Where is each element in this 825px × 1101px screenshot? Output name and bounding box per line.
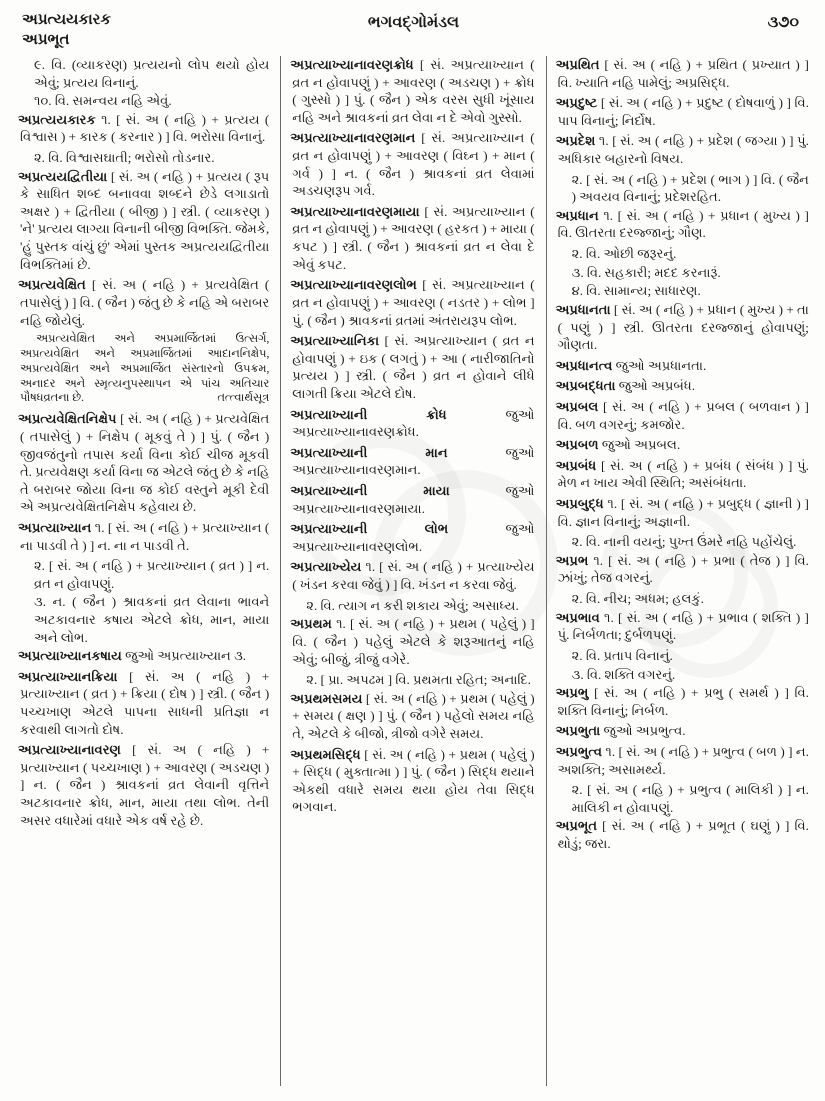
dictionary-entry xyxy=(292,746,534,816)
header-last-entry: અપ્રભૂત xyxy=(22,32,70,49)
citation-text: અપ્રત્યવેક્ષિત અને અપ્રમાર્જિતમાં ઉત્સર્ગ, અપ્રત્યવેક્ષિત અને અપ્રમાર્જિતમાં આદાનનિક્ષેપ, અપ્રત્યવેક્ષિત અને અપ્રમાર્જિત સંસ્તારનો ઉપક્રમ, અનાદર અને સ્મૃત્યનુપસ્થાપન એ પાંચ અતિચાર પૌષધવ્રતના છે. xyxy=(20,333,270,405)
dictionary-entry xyxy=(292,406,534,441)
dictionary-entry xyxy=(555,552,809,587)
entry-definition: [ સં. અ ( નહિ ) + પ્રત્યવેક્ષિત ( તપાસેલું ) ] વિ. ( જૈન ) જંતુ છે કે નહિ એ બરાબર નહિ જોયેલું. xyxy=(20,277,270,328)
entry-headword: અપ્રભુત્વ xyxy=(555,743,603,759)
entry-headword: અપ્રત્યાખ્યાનાવરણક્રોધ xyxy=(290,57,414,72)
entry-definition: જુઓ અપ્રબંધ. xyxy=(615,378,696,394)
entry-headword: અપ્રત્યાખ્યાનાવરણમાયા xyxy=(290,203,420,219)
entry-headword: અપ્રધાનત્વ xyxy=(555,357,613,373)
entry-definition: જુઓ અપ્રત્યાખ્યાનાવરણમાન. xyxy=(292,444,535,478)
entry-definition: જુઓ અપ્રત્યાખ્યાનાવરણક્રોધ. xyxy=(292,406,535,440)
entry-definition: [ સં. અ ( નહિ ) + પ્રભૂત ( ઘણું ) ] વિ. થોડું; જરા. xyxy=(557,818,809,851)
dictionary-entry xyxy=(20,276,269,329)
entry-definition: [ સં. અપ્રત્યાખ્યાન ( વ્રત ન હોવાપણું ) + આવરણ ( હરકત ) + માયા ( કપટ ) ] સ્ત્રી. ( જૈન ) શ્રાવકનાં વ્રત ન લેવા દે એવું કપટ. xyxy=(292,203,535,272)
entry-headword: અપ્રભ xyxy=(555,552,589,568)
dictionary-entry xyxy=(555,743,809,778)
dictionary-entry xyxy=(555,301,809,354)
dictionary-entry xyxy=(292,56,534,126)
entry-headword: અપ્રત્યાખ્યાની માયા xyxy=(290,483,450,499)
citation-block xyxy=(20,332,269,406)
entry-definition: [ સં. અ ( નહિ ) + પ્રત્યય ( રૂપ કે સાધિત શબ્દ બનાવવા શબ્દને છેડે લગાડાતો અક્ષર ) + દ્વિતીયા ( બીજી ) ] સ્ત્રી. ( વ્યાકરણ ) 'ને' પ્રત્યય લાગ્યા વિનાની બીજી વિભક્તિ. જેમકે, 'હું પુસ્તક વાંચું છું' એમાં પુસ્તક અપ્રત્યયદ્વિતીયા વિભક્તિમાં છે. xyxy=(20,168,270,272)
entry-headword: અપ્રત્યાખ્યાનાવરણ xyxy=(18,742,121,758)
entry-headword: અપ્રદુષ્ટ xyxy=(555,95,598,111)
entry-sense: ૨. [ સં. અ ( નહિ ) + પ્રત્યાખ્યાન ( વ્રત ) ] ન. વ્રત ન હોવાપણું. xyxy=(34,558,270,591)
entry-headword: અપ્રત્યાખ્યાની ક્રોધ xyxy=(290,406,447,422)
dictionary-entry xyxy=(292,615,534,668)
dictionary-entry xyxy=(20,410,269,516)
entry-sense: ૨. [ સં. અ ( નહિ ) + પ્રદેશ ( ભાગ ) ] વિ. ( જૈન ) અવયવ વિનાનું; પ્રદેશરહિત. xyxy=(571,171,809,205)
entry-sense: ૨. [ પ્રા. અપઢમ ] વિ. પ્રથમતા રહિત; અનાદિ. xyxy=(306,672,531,688)
entry-definition: [ સં. અપ્રત્યાખ્યાન ( વ્રત ન હોવાપણું ) + ઇક ( લગતું ) + આ ( નારીજાતિનો પ્રત્યય ) ] સ્ત્રી. ( જૈન ) વ્રત ન હોવાને લીધે લાગતી ક્રિયા એટલે દોષ. xyxy=(292,333,535,401)
dictionary-entry xyxy=(555,357,809,375)
entry-definition: [ સં. અપ્રત્યાખ્યાન ( વ્રત ન હોવાપણું ) + આવરણ ( અડચણ ) + ક્રોધ ( ગુસ્સો ) ] પું. ( જૈન ) એક વરસ સુધી ખૂંસાય નહિ અને શ્રાવકનાં વ્રત લેવા ન દે એવો ગુસ્સો. xyxy=(292,57,535,125)
dictionary-entry xyxy=(20,647,269,665)
entry-headword: અપ્રત્યવેક્ષિત xyxy=(18,277,86,293)
entry-headword: અપ્રત્યયકારક xyxy=(18,111,96,127)
entry-sense: ૨. વિ. ત્યાગ ન કરી શકાય એવું; અસાધ્ય. xyxy=(306,597,519,613)
entry-headword: અપ્રધાનતા xyxy=(555,301,611,317)
entry-sense: ૨. [ સં. અ ( નહિ ) + પ્રભુત્વ ( માલિકી ) ] ન. માલિકી ન હોવાપણું. xyxy=(571,782,809,815)
entry-headword: અપ્રત્યયદ્વિતીયા xyxy=(18,168,108,184)
entry-headword: અપ્રબલ xyxy=(555,398,599,414)
entry-definition: [ સં. અ ( નહિ ) + પ્રધાન ( મુખ્ય ) + તા ( પણું ) ] સ્ત્રી. ઊતરતા દરજ્જાનું હોવાપણું; ગૌણતા. xyxy=(557,301,809,353)
dictionary-entry xyxy=(292,203,534,273)
entry-headword: અપ્રબંધ xyxy=(555,457,597,473)
entry-definition: [ સં. અપ્રત્યાખ્યાન ( વ્રત ન હોવાપણું ) + આવરણ ( વિઘ્ન ) + માન ( ગર્વ ) ] ન. ( જૈન ) શ્રાવકનાં વ્રત લેવામાં અડચણરૂપ ગર્વ. xyxy=(292,130,535,199)
dictionary-entry xyxy=(20,168,269,274)
entry-sense: ૪. વિ. સામાન્ય; સાધારણ. xyxy=(571,283,701,299)
entry-definition: [ સં. અ ( નહિ ) + પ્રથમ ( પહેલું ) + સમય ( ક્ષણ ) ] પું. ( જૈન ) પહેલો સમય નહિ તે, એટલે કે બીજો, ત્રીજો વગેરે સમય. xyxy=(292,690,535,741)
dictionary-entry xyxy=(292,332,534,402)
dictionary-entry xyxy=(555,207,809,242)
entry-definition: ૧. [ સં. અ ( નહિ ) + પ્રત્યાખ્યેય ( ખંડન કરવા જેવું ) ] વિ. ખંડન ન કરવા જેવું. xyxy=(292,559,535,593)
entry-headword: અપ્રબદ્ધતા xyxy=(555,378,616,394)
header-first-entry: અપ્રત્યયકારક xyxy=(22,12,112,28)
entry-headword: અપ્રબળ xyxy=(555,437,599,453)
dictionary-entry xyxy=(20,519,269,554)
dictionary-title: ભગવદ્ગોમંડલ xyxy=(367,14,460,31)
column-container xyxy=(14,56,813,1086)
entry-headword: અપ્રત્યાખ્યેય xyxy=(290,559,362,575)
page-number: ૩૭૦ xyxy=(767,14,799,31)
dictionary-entry xyxy=(555,56,809,91)
dictionary-entry xyxy=(292,482,534,517)
dictionary-entry xyxy=(292,276,534,329)
entry-headword: અપ્રભુતા xyxy=(555,723,601,739)
dictionary-entry xyxy=(555,722,809,740)
entry-definition: ૧. [ સં. અ ( નહિ ) + પ્રભુત્વ ( બળ ) ] ન. અશક્તિ; અસામર્થ્ય. xyxy=(557,743,809,777)
entry-definition: ૧. [ સં. અ ( નહિ ) + પ્રથમ ( પહેલું ) ] વિ. ( જૈન ) પહેલું એટલે કે શરૂઆતનું નહિ એવું; બીજું, ત્રીજું વગેરે. xyxy=(292,616,535,667)
entry-headword: અપ્રધાન xyxy=(555,207,599,223)
entry-headword: અપ્રબુદ્ધ xyxy=(555,496,604,512)
entry-definition: ૧. [ સં. અ ( નહિ ) + પ્રભા ( તેજ ) ] વિ. ઝાંખું; તેજ વગરનું. xyxy=(557,552,809,586)
entry-headword: અપ્રત્યવેક્ષિતનિક્ષેપ xyxy=(18,411,117,427)
entry-sense: ૨. વિ. નાની વયનું; પુખ્ત ઉંમરે નહિ પહોંચેલું. xyxy=(571,534,797,550)
entry-sense: ૨. વિ. પ્રતાપ વિનાનું. xyxy=(571,647,673,663)
entry-sense: ૩. વિ. સહકારી; મદદ કરનારૂં. xyxy=(571,264,721,280)
entry-definition: જુઓ અપ્રત્યાખ્યાન ૩. xyxy=(121,648,247,664)
entry-definition: [ સં. અ ( નહિ ) + પ્રદુષ્ટ ( દોષવાળું ) ] વિ. પાપ વિનાનું; નિર્દોષ. xyxy=(557,95,809,128)
entry-headword: અપ્રત્યાખ્યાનક્રિયા xyxy=(18,668,118,684)
entry-headword: અપ્રથમ xyxy=(290,616,332,632)
entry-headword: અપ્રત્યાખ્યાનાવરણમાન xyxy=(290,130,416,146)
entry-definition: [ સં. અ ( નહિ ) + પ્રથમ ( પહેલું ) + સિદ્ધ ( મુક્તાત્મા ) ] પું. ( જૈન ) સિદ્ધ થયાને એકથી વધારે સમય થયા હોય તેવા સિદ્ધ ભગવાન. xyxy=(292,746,535,815)
entry-sense: ૨. વિ. ઓછી જરૂરનું. xyxy=(571,246,677,262)
entry-sense: ૨. વિ. નીચ; અધમ; હલકું. xyxy=(571,591,704,607)
dictionary-entry xyxy=(555,94,809,129)
dictionary-entry xyxy=(292,444,534,479)
entry-definition: જુઓ અપ્રભુત્વ. xyxy=(600,723,686,739)
dictionary-entry xyxy=(555,684,809,719)
entry-headword: અપ્રત્યાખ્યાની લોભ xyxy=(290,521,449,537)
entry-definition: ૧. [ સં. અ ( નહિ ) + પ્રભાવ ( શક્તિ ) ] પું. નિર્બળતા; દુર્બળપણું. xyxy=(557,609,809,643)
entry-definition: [ સં. અ ( નહિ ) + પ્રત્યાખ્યાન ( વ્રત ) + ક્રિયા ( દોષ ) ] સ્ત્રી. ( જૈન ) પચ્ચખાણ એટલે પાપના સાધની પ્રતિજ્ઞા ન કરવાથી લાગતો દોષ. xyxy=(20,668,270,737)
dictionary-entry xyxy=(292,129,534,199)
entry-sense: ૧૦. વિ. સમન્વય નહિ એવું. xyxy=(34,93,172,109)
dictionary-entry xyxy=(555,457,809,492)
entry-headword: અપ્રત્યાખ્યાનકષાય xyxy=(18,648,122,664)
entry-headword: અપ્રત્યાખ્યાની માન xyxy=(290,444,448,460)
dictionary-entry xyxy=(555,377,809,395)
entry-headword: અપ્રથિત xyxy=(555,57,600,72)
entry-sense: ૯. વિ. (વ્યાકરણ) પ્રત્યયનો લોપ થયો હોય એવું; પ્રત્યય વિનાનું. xyxy=(34,57,270,90)
entry-definition: જુઓ અપ્રધાનતા. xyxy=(612,357,707,373)
dictionary-entry xyxy=(20,741,269,829)
dictionary-entry xyxy=(292,690,534,743)
entry-sense: ૩. ન. ( જૈન ) શ્રાવકનાં વ્રત લેવાના ભાવને અટકાવનાર કષાય એટલે ક્રોધ, માન, માયા અને લોભ. xyxy=(34,594,270,645)
entry-definition: [ સં. અ ( નહિ ) + પ્રત્યાખ્યાન ( પચ્ચખાણ ) + આવરણ ( અડચણ ) ] ન. ( જૈન ) શ્રાવકનાં વ્રત લેવાની વૃત્તિને અટકાવનાર ક્રોધ, માન, માયા તથા લોભ. તેની અસર વધારેમાં વધારે એક વર્ષ રહે છે. xyxy=(20,742,270,828)
dictionary-entry xyxy=(20,668,269,738)
text-column-2 xyxy=(280,56,546,1086)
entry-headword: અપ્રથમસિદ્ધ xyxy=(290,746,361,762)
entry-definition: જુઓ અપ્રત્યાખ્યાનાવરણમાયા. xyxy=(292,483,535,516)
dictionary-entry xyxy=(555,436,809,454)
dictionary-entry xyxy=(555,495,809,530)
entry-headword: અપ્રત્યાખ્યાન xyxy=(18,519,92,535)
citation-source: તત્ત્વાર્થસૂત્ર xyxy=(217,392,270,405)
entry-headword: અપ્રત્યાખ્યાનિકા xyxy=(290,333,380,349)
entry-definition: [ સં. અ ( નહિ ) + પ્રબંધ ( સંબંધ ) ] પું. મેળ ન ખાય એવી સ્થિતિ; અસંબંધતા. xyxy=(557,457,809,491)
entry-definition: [ સં. અ ( નહિ ) + પ્રબલ ( બળવાન ) ] વિ. બળ વગરનું; કમજોર. xyxy=(557,398,809,432)
text-column-1 xyxy=(14,56,280,1086)
entry-headword: અપ્રભૂત xyxy=(555,818,598,834)
entry-definition: જુઓ અપ્રબલ. xyxy=(598,437,681,453)
entry-definition: [ સં. અ ( નહિ ) + પ્રભુ ( સમર્થ ) ] વિ. શક્તિ વિનાનું; નિર્બળ. xyxy=(557,685,809,718)
entry-headword: અપ્રદેશ xyxy=(555,133,596,149)
entry-sense: ૨. વિ. વિશ્વાસઘાતી; ભરોસો તોડનાર. xyxy=(34,150,215,166)
entry-definition: ૧. [ સં. અ ( નહિ ) + પ્રધાન ( મુખ્ય ) ] વિ. ઊતરતા દરજ્જાનું; ગૌણ. xyxy=(557,207,809,241)
dictionary-entry xyxy=(555,398,809,433)
entry-definition: ૧. [ સં. અ ( નહિ ) + પ્રત્યય ( વિશ્વાસ ) + કારક ( કરનાર ) ] વિ. ભરોસા વિનાનું. xyxy=(20,111,270,145)
dictionary-entry xyxy=(555,609,809,644)
page-header xyxy=(14,10,813,56)
entry-definition: જુઓ અપ્રત્યાખ્યાનાવરણલોભ. xyxy=(292,521,535,554)
dictionary-entry xyxy=(555,132,809,167)
entry-definition: ૧. [ સં. અ ( નહિ ) + પ્રદેશ ( જગ્યા ) ] પું. અધિકાર બહારનો વિષય. xyxy=(557,133,809,167)
dictionary-entry xyxy=(292,558,534,593)
dictionary-entry xyxy=(20,111,269,146)
entry-definition: ૧. [ સં. અ ( નહિ ) + પ્રબુદ્ધ ( જ્ઞાની ) ] વિ. જ્ઞાન વિનાનું; અજ્ઞાની. xyxy=(557,496,809,529)
entry-headword: અપ્રત્યાખ્યાનાવરણલોભ xyxy=(290,277,417,293)
entry-headword: અપ્રભુ xyxy=(555,685,589,701)
entry-definition: ૧. [ સં. અ ( નહિ ) + પ્રત્યાખ્યાન ( ના પાડવી તે ) ] ન. ના ન પાડવી તે. xyxy=(20,519,270,553)
text-column-3 xyxy=(547,56,813,1086)
entry-headword: અપ્રભાવ xyxy=(555,609,600,625)
entry-headword: અપ્રથમસમય xyxy=(290,690,363,706)
dictionary-entry xyxy=(555,817,809,852)
entry-definition: [ સં. અ ( નહિ ) + પ્રત્યવેક્ષિત ( તપાસેલું ) + નિક્ષેપ ( મૂકવું તે ) ] પું. ( જૈન ) જીવજંતુનો તપાસ કર્યા વિના કોઈ ચીજ મૂકવી તે. પ્રત્યવેક્ષણ કર્યા વિના જ એટલે જંતુ છે કે નહિ તે બરાબર જોયા વિના જ કોઈ વસ્તુને મૂકી દેવી એ અપ્રત્યવેક્ષિતનિક્ષેપ કહેવાય છે. xyxy=(20,411,270,515)
entry-definition: [ સં. અ ( નહિ ) + પ્રથિત ( પ્રખ્યાત ) ] વિ. ખ્યાતિ નહિ પામેલું; અપ્રસિદ્ધ. xyxy=(557,57,809,90)
entry-definition: [ સં. અપ્રત્યાખ્યાન ( વ્રત ન હોવાપણું ) + આવરણ ( નડતર ) + લોભ ] પું. ( જૈન ) શ્રાવકનાં વ્રતમાં અંતરાયરૂપ લોભ. xyxy=(292,277,535,328)
dictionary-entry xyxy=(292,520,534,555)
entry-sense: ૩. વિ. શક્તિ વગરનું. xyxy=(571,666,676,682)
